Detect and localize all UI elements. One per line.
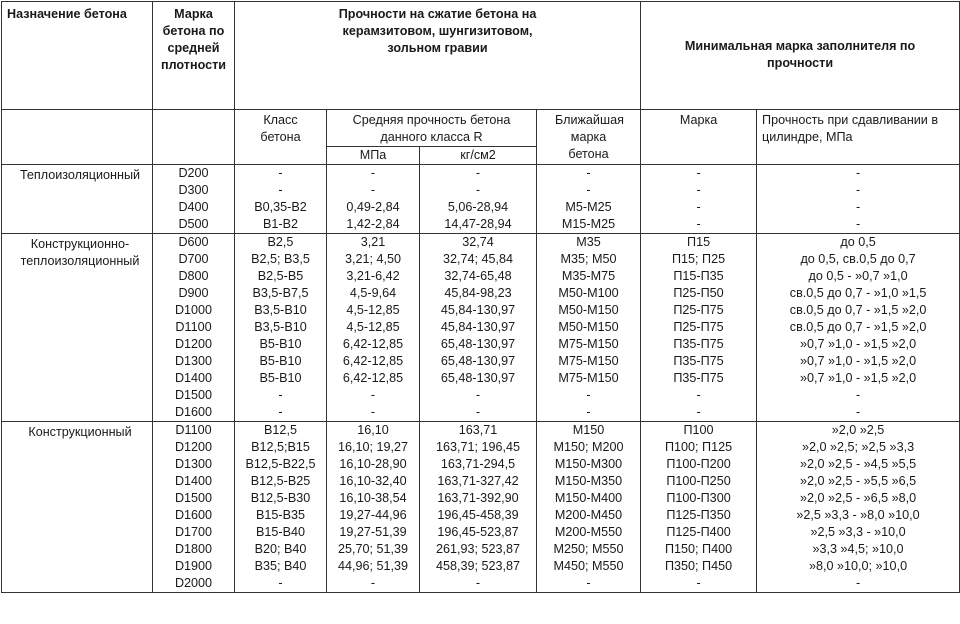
density-cell: D1500 — [153, 387, 235, 404]
cylinder-strength-cell: »2,0 »2,5; »2,5 »3,3 — [757, 439, 960, 456]
cylinder-strength-cell: - — [757, 404, 960, 422]
density-cell: D1300 — [153, 353, 235, 370]
filler-grade-cell: - — [641, 387, 757, 404]
table-row — [2, 268, 960, 285]
kgcm2-cell: 65,48-130,97 — [420, 336, 537, 353]
purpose-label: Конструкционно-теплоизоляционный — [20, 237, 140, 268]
mpa-cell: 44,96; 51,39 — [327, 558, 420, 575]
purpose-cell — [2, 558, 153, 575]
class-cell: В35; В40 — [235, 558, 327, 575]
table-row — [2, 353, 960, 370]
cylinder-strength-cell: - — [757, 165, 960, 183]
mpa-cell: 19,27-44,96 — [327, 507, 420, 524]
density-cell: D900 — [153, 285, 235, 302]
header-purpose: Назначение бетона — [2, 2, 153, 110]
filler-grade-cell: П100-П200 — [641, 456, 757, 473]
header-kgcm2: кг/см2 — [420, 147, 537, 165]
purpose-cell — [2, 404, 153, 422]
class-cell: В12,5-В25 — [235, 473, 327, 490]
purpose-cell — [2, 319, 153, 336]
purpose-cell — [2, 302, 153, 319]
header-compressive-strength: Прочности на сжатие бетона на керамзитовом, шунгизитовом, зольном гравии — [235, 2, 641, 110]
kgcm2-cell: 163,71-392,90 — [420, 490, 537, 507]
kgcm2-cell: 261,93; 523,87 — [420, 541, 537, 558]
mpa-cell: 1,42-2,84 — [327, 216, 420, 234]
density-cell: D1700 — [153, 524, 235, 541]
density-cell: D1200 — [153, 439, 235, 456]
density-cell: D2000 — [153, 575, 235, 593]
class-cell: В15-В35 — [235, 507, 327, 524]
mpa-cell: 0,49-2,84 — [327, 199, 420, 216]
cylinder-strength-cell: - — [757, 387, 960, 404]
density-cell: D1400 — [153, 473, 235, 490]
density-cell: D1300 — [153, 456, 235, 473]
table-row — [2, 370, 960, 387]
nearest-grade-cell: М75-М150 — [537, 353, 641, 370]
density-cell: D600 — [153, 234, 235, 252]
mpa-cell: - — [327, 387, 420, 404]
kgcm2-cell: 458,39; 523,87 — [420, 558, 537, 575]
purpose-cell — [2, 490, 153, 507]
purpose-cell — [2, 575, 153, 593]
mpa-cell: 16,10-28,90 — [327, 456, 420, 473]
table-row — [2, 473, 960, 490]
purpose-cell — [2, 353, 153, 370]
nearest-grade-cell: М150-М300 — [537, 456, 641, 473]
cylinder-strength-cell: »0,7 »1,0 - »1,5 »2,0 — [757, 370, 960, 387]
filler-grade-cell: П25-П75 — [641, 302, 757, 319]
mpa-cell: 4,5-12,85 — [327, 319, 420, 336]
table-row — [2, 302, 960, 319]
filler-grade-cell: П15; П25 — [641, 251, 757, 268]
header-density-empty — [153, 110, 235, 165]
nearest-grade-cell: М75-М150 — [537, 336, 641, 353]
class-cell: В12,5 — [235, 422, 327, 440]
cylinder-strength-cell: »8,0 »10,0; »10,0 — [757, 558, 960, 575]
filler-grade-cell: - — [641, 575, 757, 593]
header-purpose-empty — [2, 110, 153, 165]
class-cell: В15-В40 — [235, 524, 327, 541]
mpa-cell: - — [327, 165, 420, 183]
cylinder-strength-cell: - — [757, 216, 960, 234]
kgcm2-cell: - — [420, 387, 537, 404]
mpa-cell: 3,21-6,42 — [327, 268, 420, 285]
kgcm2-cell: 163,71 — [420, 422, 537, 440]
kgcm2-cell: 65,48-130,97 — [420, 353, 537, 370]
filler-grade-cell: П35-П75 — [641, 370, 757, 387]
nearest-grade-cell: М50-М150 — [537, 302, 641, 319]
cylinder-strength-cell: »2,5 »3,3 - »10,0 — [757, 524, 960, 541]
nearest-grade-cell: - — [537, 387, 641, 404]
density-cell: D1600 — [153, 404, 235, 422]
class-cell: - — [235, 182, 327, 199]
purpose-cell — [2, 182, 153, 199]
class-cell: В12,5;В15 — [235, 439, 327, 456]
table-row — [2, 422, 960, 440]
table-row — [2, 456, 960, 473]
mpa-cell: 4,5-9,64 — [327, 285, 420, 302]
density-cell: D1800 — [153, 541, 235, 558]
class-cell: - — [235, 404, 327, 422]
kgcm2-cell: 45,84-130,97 — [420, 319, 537, 336]
mpa-cell: 3,21 — [327, 234, 420, 252]
purpose-cell — [2, 285, 153, 302]
class-cell: В1-В2 — [235, 216, 327, 234]
filler-grade-cell: П125-П400 — [641, 524, 757, 541]
density-cell: D1100 — [153, 319, 235, 336]
purpose-cell — [2, 524, 153, 541]
purpose-cell — [2, 507, 153, 524]
concrete-table — [1, 1, 960, 593]
cylinder-strength-cell: »2,0 »2,5 - »6,5 »8,0 — [757, 490, 960, 507]
table-row — [2, 182, 960, 199]
filler-grade-cell: П25-П50 — [641, 285, 757, 302]
cylinder-strength-cell: до 0,5 — [757, 234, 960, 252]
density-cell: D700 — [153, 251, 235, 268]
class-cell: В5-В10 — [235, 336, 327, 353]
kgcm2-cell: - — [420, 165, 537, 183]
cylinder-strength-cell: »2,0 »2,5 - »5,5 »6,5 — [757, 473, 960, 490]
purpose-cell — [2, 199, 153, 216]
nearest-grade-cell: - — [537, 182, 641, 199]
kgcm2-cell: - — [420, 575, 537, 593]
kgcm2-cell: 45,84-98,23 — [420, 285, 537, 302]
cylinder-strength-cell: »0,7 »1,0 - »1,5 »2,0 — [757, 353, 960, 370]
cylinder-strength-cell: »3,3 »4,5; »10,0 — [757, 541, 960, 558]
density-cell: D1400 — [153, 370, 235, 387]
kgcm2-cell: 32,74-65,48 — [420, 268, 537, 285]
mpa-cell: 16,10; 19,27 — [327, 439, 420, 456]
purpose-cell — [2, 422, 153, 440]
cylinder-strength-cell: »2,0 »2,5 — [757, 422, 960, 440]
cylinder-strength-cell: до 0,5, св.0,5 до 0,7 — [757, 251, 960, 268]
purpose-cell — [2, 216, 153, 234]
filler-grade-cell: П100-П250 — [641, 473, 757, 490]
class-cell: В3,5-В10 — [235, 319, 327, 336]
filler-grade-cell: П35-П75 — [641, 336, 757, 353]
kgcm2-cell: - — [420, 404, 537, 422]
cylinder-strength-cell: до 0,5 - »0,7 »1,0 — [757, 268, 960, 285]
header-avg-strength: Средняя прочность бетона данного класса R — [327, 110, 537, 147]
filler-grade-cell: П125-П350 — [641, 507, 757, 524]
class-cell: - — [235, 575, 327, 593]
nearest-grade-cell: М150; М200 — [537, 439, 641, 456]
class-cell: - — [235, 165, 327, 183]
filler-grade-cell: П100-П300 — [641, 490, 757, 507]
table-row — [2, 234, 960, 252]
filler-grade-cell: - — [641, 182, 757, 199]
mpa-cell: 16,10-38,54 — [327, 490, 420, 507]
purpose-label: Конструкционный — [28, 425, 132, 439]
filler-grade-cell: П100 — [641, 422, 757, 440]
kgcm2-cell: 32,74 — [420, 234, 537, 252]
cylinder-strength-cell: св.0,5 до 0,7 - »1,0 »1,5 — [757, 285, 960, 302]
density-cell: D1600 — [153, 507, 235, 524]
purpose-cell — [2, 473, 153, 490]
purpose-cell — [2, 234, 153, 268]
mpa-cell: - — [327, 404, 420, 422]
class-cell: В2,5-В5 — [235, 268, 327, 285]
nearest-grade-cell: М200-М550 — [537, 524, 641, 541]
class-cell: В20; В40 — [235, 541, 327, 558]
header-min-filler-grade: Минимальная марка заполнителя по прочности — [641, 2, 960, 110]
table-row — [2, 216, 960, 234]
nearest-grade-cell: М15-М25 — [537, 216, 641, 234]
mpa-cell: - — [327, 575, 420, 593]
mpa-cell: 16,10-32,40 — [327, 473, 420, 490]
nearest-grade-cell: М35; М50 — [537, 251, 641, 268]
class-cell: В3,5-В10 — [235, 302, 327, 319]
nearest-grade-cell: М50-М100 — [537, 285, 641, 302]
cylinder-strength-cell: »0,7 »1,0 - »1,5 »2,0 — [757, 336, 960, 353]
class-cell: В3,5-В7,5 — [235, 285, 327, 302]
header-filler-grade: Марка — [641, 110, 757, 165]
kgcm2-cell: 45,84-130,97 — [420, 302, 537, 319]
mpa-cell: - — [327, 182, 420, 199]
density-cell: D1500 — [153, 490, 235, 507]
table-row — [2, 199, 960, 216]
class-cell: - — [235, 387, 327, 404]
nearest-grade-cell: М5-М25 — [537, 199, 641, 216]
kgcm2-cell: 196,45-458,39 — [420, 507, 537, 524]
filler-grade-cell: П350; П450 — [641, 558, 757, 575]
cylinder-strength-cell: - — [757, 182, 960, 199]
density-cell: D800 — [153, 268, 235, 285]
table-row — [2, 165, 960, 183]
kgcm2-cell: 163,71-327,42 — [420, 473, 537, 490]
class-cell: В12,5-В30 — [235, 490, 327, 507]
nearest-grade-cell: М250; М550 — [537, 541, 641, 558]
nearest-grade-cell: М35-М75 — [537, 268, 641, 285]
mpa-cell: 25,70; 51,39 — [327, 541, 420, 558]
filler-grade-cell: П35-П75 — [641, 353, 757, 370]
density-cell: D1900 — [153, 558, 235, 575]
table-row — [2, 387, 960, 404]
cylinder-strength-cell: - — [757, 199, 960, 216]
mpa-cell: 6,42-12,85 — [327, 353, 420, 370]
nearest-grade-cell: - — [537, 404, 641, 422]
kgcm2-cell: - — [420, 182, 537, 199]
nearest-grade-cell: М35 — [537, 234, 641, 252]
kgcm2-cell: 196,45-523,87 — [420, 524, 537, 541]
kgcm2-cell: 14,47-28,94 — [420, 216, 537, 234]
filler-grade-cell: П25-П75 — [641, 319, 757, 336]
nearest-grade-cell: М450; М550 — [537, 558, 641, 575]
purpose-label: Теплоизоляционный — [19, 168, 141, 182]
class-cell: В2,5 — [235, 234, 327, 252]
purpose-cell — [2, 165, 153, 183]
table-row — [2, 490, 960, 507]
cylinder-strength-cell: »2,0 »2,5 - »4,5 »5,5 — [757, 456, 960, 473]
header-cylinder-strength: Прочность при сдавливании в цилиндре, МПа — [757, 110, 960, 165]
density-cell: D200 — [153, 165, 235, 183]
class-cell: В5-В10 — [235, 353, 327, 370]
kgcm2-cell: 163,71-294,5 — [420, 456, 537, 473]
filler-grade-cell: П100; П125 — [641, 439, 757, 456]
table-row — [2, 507, 960, 524]
purpose-cell — [2, 387, 153, 404]
filler-grade-cell: П15 — [641, 234, 757, 252]
filler-grade-cell: - — [641, 216, 757, 234]
class-cell: В2,5; В3,5 — [235, 251, 327, 268]
density-cell: D500 — [153, 216, 235, 234]
filler-grade-cell: - — [641, 165, 757, 183]
filler-grade-cell: - — [641, 199, 757, 216]
header-mpa: МПа — [327, 147, 420, 165]
table-row — [2, 439, 960, 456]
header-class: Класс бетона — [235, 110, 327, 165]
mpa-cell: 19,27-51,39 — [327, 524, 420, 541]
nearest-grade-cell: - — [537, 575, 641, 593]
table-row — [2, 524, 960, 541]
mpa-cell: 16,10 — [327, 422, 420, 440]
filler-grade-cell: П150; П400 — [641, 541, 757, 558]
class-cell: В0,35-В2 — [235, 199, 327, 216]
cylinder-strength-cell: св.0,5 до 0,7 - »1,5 »2,0 — [757, 302, 960, 319]
table-row — [2, 285, 960, 302]
mpa-cell: 3,21; 4,50 — [327, 251, 420, 268]
table-row — [2, 319, 960, 336]
mpa-cell: 6,42-12,85 — [327, 370, 420, 387]
class-cell: В12,5-В22,5 — [235, 456, 327, 473]
nearest-grade-cell: М50-М150 — [537, 319, 641, 336]
nearest-grade-cell: М150-М350 — [537, 473, 641, 490]
density-cell: D1100 — [153, 422, 235, 440]
purpose-cell — [2, 336, 153, 353]
nearest-grade-cell: М75-М150 — [537, 370, 641, 387]
table-row — [2, 541, 960, 558]
purpose-cell — [2, 370, 153, 387]
nearest-grade-cell: М150-М400 — [537, 490, 641, 507]
density-cell: D1000 — [153, 302, 235, 319]
density-cell: D300 — [153, 182, 235, 199]
kgcm2-cell: 163,71; 196,45 — [420, 439, 537, 456]
class-cell: В5-В10 — [235, 370, 327, 387]
cylinder-strength-cell: св.0,5 до 0,7 - »1,5 »2,0 — [757, 319, 960, 336]
mpa-cell: 4,5-12,85 — [327, 302, 420, 319]
density-cell: D400 — [153, 199, 235, 216]
purpose-cell — [2, 456, 153, 473]
nearest-grade-cell: М150 — [537, 422, 641, 440]
filler-grade-cell: - — [641, 404, 757, 422]
table-row — [2, 336, 960, 353]
nearest-grade-cell: М200-М450 — [537, 507, 641, 524]
table-row — [2, 558, 960, 575]
mpa-cell: 6,42-12,85 — [327, 336, 420, 353]
kgcm2-cell: 65,48-130,97 — [420, 370, 537, 387]
header-nearest-grade: Ближайшая марка бетона — [537, 110, 641, 165]
kgcm2-cell: 32,74; 45,84 — [420, 251, 537, 268]
table-row — [2, 575, 960, 593]
purpose-cell — [2, 541, 153, 558]
table-row — [2, 404, 960, 422]
cylinder-strength-cell: »2,5 »3,3 - »8,0 »10,0 — [757, 507, 960, 524]
purpose-cell — [2, 268, 153, 285]
cylinder-strength-cell: - — [757, 575, 960, 593]
filler-grade-cell: П15-П35 — [641, 268, 757, 285]
kgcm2-cell: 5,06-28,94 — [420, 199, 537, 216]
density-cell: D1200 — [153, 336, 235, 353]
purpose-cell — [2, 439, 153, 456]
nearest-grade-cell: - — [537, 165, 641, 183]
header-density-grade: Марка бетона по средней плотности — [153, 2, 235, 110]
